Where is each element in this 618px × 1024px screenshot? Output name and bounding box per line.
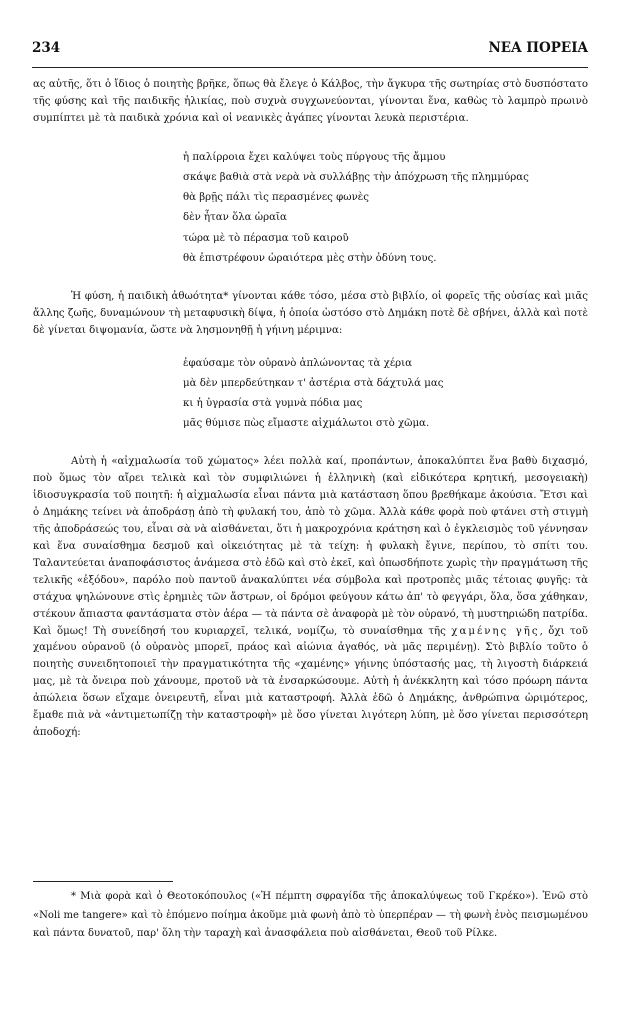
poem-line: μὰ δὲν μπερδεύτηκαν τ' ἀστέρια στὰ δάχτυλά μας xyxy=(183,377,444,389)
poem-line: δὲν ἦταν ὅλα ὡραῖα xyxy=(183,212,287,224)
paragraph-2: Ἡ φύση, ἡ παιδικὴ ἀθωότητα* γίνονται κάθε τόσο, μέσα στὸ βιβλίο, οἱ φορεῖς τῆς οὐσίας καὶ μιᾶς ἄλλης ζωῆς, δυναμώνουν τὴ μεταφυσικὴ δίψα, ἡ ὁποία ὡστόσο στὸ Δημάκη ποτὲ δὲ σβήνει, ἀλλὰ καὶ ποτὲ δὲ γίνεται διψομανία, ὥστε νὰ λησμονηθῇ ἡ γήινη μέριμνα: xyxy=(33,290,588,336)
footnote xyxy=(33,888,588,944)
page-number: 234 xyxy=(32,40,61,56)
poem-line: ἐφαύσαμε τὸν οὐρανὸ ἁπλώνοντας τὰ χέρια xyxy=(183,357,412,369)
emphasized-phrase: χαμένης γῆς xyxy=(451,625,540,637)
header-rule xyxy=(32,67,588,68)
paragraph-3 xyxy=(33,454,588,741)
poem-quote-2 xyxy=(183,354,588,435)
poem-line: κι ἡ ὑγρασία στὰ γυμνὰ πόδια μας xyxy=(183,398,363,410)
poem-line: μᾶς θύμισε πὼς εἴμαστε αἰχμάλωτοι στὸ χῶμα. xyxy=(183,418,430,430)
poem-line: θὰ ἐπιστρέφουν ὡραιότερα μὲς στὴν ὀδύνη τους. xyxy=(183,252,437,264)
footnote-rule xyxy=(33,881,173,882)
poem-line: τώρα μὲ τὸ πέρασμα τοῦ καιροῦ xyxy=(183,232,349,244)
page-body xyxy=(33,77,588,742)
footnote-text: * Μιὰ φορὰ καὶ ὁ Θεοτοκόπουλος («Ἡ πέμπτη σφραγίδα τῆς ἀποκαλύψεως τοῦ Γκρέκο»). Ἐνῶ στὸ «Noli me tangere» καὶ τὸ ἑπόμενο ποίημα ἀκοῦμε μιὰ φωνὴ ἀπὸ τὸ ὑπερπέραν — τὴ φωνὴ ἑνὸς πεισμωμένου καὶ πάντα δυνατοῦ, παρ' ὅλη τὴν ταραχὴ καὶ ἀνασφάλεια ποὺ αἰσθάνεται, Θεοῦ τοῦ Ρίλκε. xyxy=(33,891,588,939)
paragraph-1: ας αὐτῆς, ὅτι ὁ ἴδιος ὁ ποιητὴς βρῆκε, ὅπως θὰ ἔλεγε ὁ Κάλβος, τὴν ἄγκυρα τῆς σωτηρίας στὸ δυσπόστατο τῆς φύσης καὶ τῆς παιδικῆς ἡλικίας, ποὺ συχνὰ συγχωνεύονται, γίνονται ἕνα, καθὼς τὸ λαμπρὸ πρωινὸ συμπίπτει μὲ τὰ παιδικὰ χρόνια καὶ οἱ νεανικὲς ἀγάπες γίνονται λευκὰ περιστέρια. xyxy=(33,79,588,124)
poem-line: ἡ παλίρροια ἔχει καλύψει τοὺς πύργους τῆς ἄμμου xyxy=(183,151,446,163)
paragraph-3-part-1: Αὐτὴ ἡ «αἰχμαλωσία τοῦ χώματος» λέει πολλὰ καί, προπάντων, ἀποκαλύπτει ἕνα βαθὺ διχασμό, ποὺ ὅμως τὸν αἴρει τελικὰ καὶ τὸν συμφιλιώνει ἡ ἑλληνικὴ (καὶ εἰδικότερα κρητική, μεσογειακὴ) ἰδιοσυγκρασία τοῦ ποιητῆ: ἡ αἰχμαλωσία εἶναι πάντα μιὰ κατάσταση ὅπου βρεθήκαμε ἀκούσια. Ἔτσι καὶ ὁ Δημάκης τείνει νὰ ἀποδράσῃ ἀπὸ τὴ φυλακή του, ἀπὸ τὸ χῶμα. Ἀλλὰ κάθε φορὰ ποὺ φτάνει στὴ στιγμὴ τῆς ἀποδράσεώς του, εἶναι σὰ νὰ αἰσθάνεται, ὅτι ἡ μακροχρόνια κράτηση καὶ ὁ ἐγκλεισμὸς τοῦ γέννησαν καὶ ἕνα συναίσθημα δεσμοῦ καὶ οἰκειότητας μὲ τὰ τείχη: ἡ φυλακὴ ἔγινε, περίπου, τὸ σπίτι του. Ταλαντεύεται ἀναποφάσιστος ἀνάμεσα στὸ ἐδῶ καὶ στὸ ἐκεῖ, καὶ ὁπωσδήποτε χωρὶς τὴν πραγμάτωση τῆς τελικῆς «ἐξόδου», παρόλο ποὺ παντοῦ ἀνακαλύπτει νέα σύμβολα καὶ προτροπὲς μιᾶς τέτοιας φυγῆς: τὰ στάχυα ψηλώνουνε στὶς ἐρημιὲς τῶν ἄστρων, οἱ δρόμοι φεύγουν κάτω ἀπ' τὸ φεγγάρι, ὅλα, ὅσα χάθηκαν, στέκουν ἄπιαστα φαντάσματα στὸν ἀέρα — τὰ πάντα σὲ ἀναφορὰ μὲ τὸν οὐρανό, τὴ μυστηριώδη πατρίδα. Καὶ ὅμως! Τὴ συνείδησή του κυριαρχεῖ, τελικά, νομίζω, τὸ συναίσθημα τῆς xyxy=(33,456,588,637)
poem-line: σκάψε βαθιὰ στὰ νερὰ νὰ συλλάβῃς τὴν ἀπόχρωση τῆς πλημμύρας xyxy=(183,171,529,183)
journal-title: ΝΕΑ ΠΟΡΕΙΑ xyxy=(488,40,588,56)
page-header xyxy=(32,40,588,62)
paragraph-3-part-2: , ὄχι τοῦ χαμένου οὐρανοῦ (ὁ οὐρανὸς μπορεῖ, πράος καὶ αἰώνια ἀγαθός, νὰ μᾶς περιμένῃ). Στὸ βιβλίο τοῦτο ὁ ποιητὴς συνειδητοποιεῖ τὴν πραγματικότητα τῆς «χαμένης» γήινης ὑπόστασής μας, τὴ λιγοστὴ διάρκειά μας, μὲ τὰ ὄνειρα ποὺ χάνουμε, προτοῦ νὰ τὰ ἐνσαρκώσουμε. Αὐτὴ ἡ ἀνέκκλητη καὶ τόσο πρόωρη πάντα ἀπώλεια ὅσων εἴχαμε ὀνειρευτῆ, εἶναι μιὰ καταστροφή. Ἀλλὰ ἐδῶ ὁ Δημάκης, ἀνθρώπινα ὡριμότερος, ἔμαθε πιὰ νὰ «ἀντιμετωπίζῃ τὴν καταστροφὴ» μὲ ὅσο γίνεται λιγότερη λύπη, μὲ ὅσο γίνεται περισσότερη ἀποδοχή: xyxy=(33,625,588,738)
poem-line: θὰ βρῇς πάλι τὶς περασμένες φωνὲς xyxy=(183,192,369,204)
poem-quote-1 xyxy=(183,148,588,269)
